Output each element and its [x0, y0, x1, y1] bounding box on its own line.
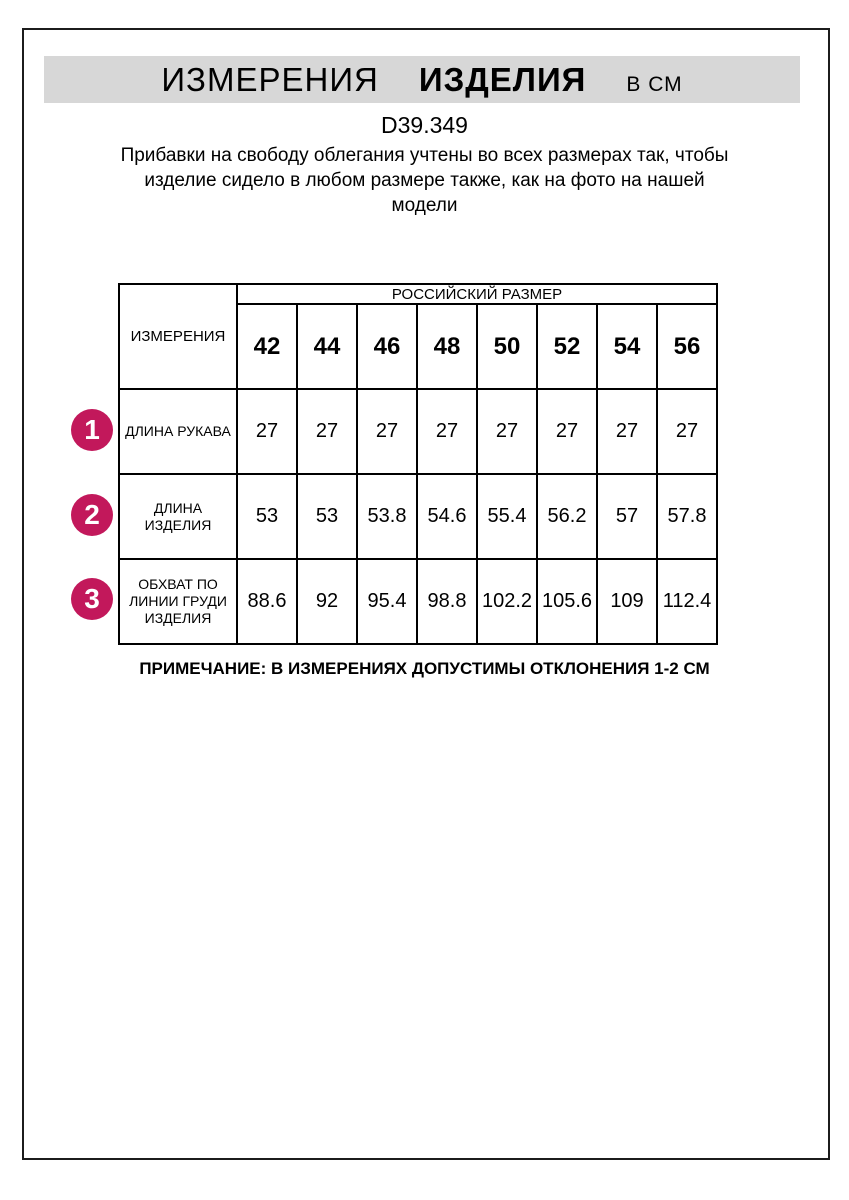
- row-marker-3: 3: [71, 578, 113, 620]
- title-band: [44, 56, 800, 103]
- russian-size-group-header: РОССИЙСКИЙ РАЗМЕР: [237, 284, 717, 304]
- measurement-value: 53.8: [357, 474, 417, 559]
- size-header: 42: [237, 304, 297, 389]
- measurement-value: 27: [597, 389, 657, 474]
- measurement-value: 98.8: [417, 559, 477, 644]
- measurement-value: 57.8: [657, 474, 717, 559]
- intro-line: Прибавки на свободу облегания учтены во всех размерах так, чтобы: [120, 145, 729, 166]
- row-label: ДЛИНА ИЗДЕЛИЯ: [119, 474, 237, 559]
- size-header: 50: [477, 304, 537, 389]
- size-header: 46: [357, 304, 417, 389]
- measurement-value: 53: [297, 474, 357, 559]
- size-header: 48: [417, 304, 477, 389]
- row-label: ДЛИНА РУКАВА: [119, 389, 237, 474]
- measurement-value: 27: [237, 389, 297, 474]
- measurement-value: 54.6: [417, 474, 477, 559]
- measurement-value: 27: [537, 389, 597, 474]
- tolerance-note: ПРИМЕЧАНИЕ: В ИЗМЕРЕНИЯХ ДОПУСТИМЫ ОТКЛОНЕНИЯ 1-2 СМ: [139, 659, 710, 678]
- measurement-value: 53: [237, 474, 297, 559]
- row-label: ОБХВАТ ПО ЛИНИИ ГРУДИ ИЗДЕЛИЯ: [119, 559, 237, 644]
- table-row: [119, 284, 717, 304]
- measurement-value: 27: [357, 389, 417, 474]
- row-marker-1: 1: [71, 409, 113, 451]
- measurement-value: 95.4: [357, 559, 417, 644]
- measurement-value: 27: [477, 389, 537, 474]
- table-row-chest-girth: [119, 559, 717, 644]
- measurement-value: 112.4: [657, 559, 717, 644]
- intro-line: модели: [391, 195, 458, 216]
- measurement-value: 105.6: [537, 559, 597, 644]
- size-header: 54: [597, 304, 657, 389]
- measurement-value: 57: [597, 474, 657, 559]
- measurement-value: 27: [417, 389, 477, 474]
- measurement-value: 92: [297, 559, 357, 644]
- title-word-measurements: ИЗМЕРЕНИЯ: [161, 61, 379, 98]
- intro-paragraph: [104, 143, 745, 218]
- measurement-value: 55.4: [477, 474, 537, 559]
- size-header: 56: [657, 304, 717, 389]
- measurement-value: 109: [597, 559, 657, 644]
- measurement-value: 102.2: [477, 559, 537, 644]
- measurement-value: 27: [657, 389, 717, 474]
- measurements-column-header: ИЗМЕРЕНИЯ: [119, 284, 237, 389]
- measurement-value: 27: [297, 389, 357, 474]
- measurement-value: 56.2: [537, 474, 597, 559]
- intro-line: изделие сидело в любом размере также, как на фото на нашей: [144, 170, 705, 191]
- measurement-value: 88.6: [237, 559, 297, 644]
- model-code: D39.349: [381, 112, 468, 138]
- size-header: 44: [297, 304, 357, 389]
- size-table: [118, 283, 718, 645]
- table-row-product-length: [119, 474, 717, 559]
- title-word-product: ИЗДЕЛИЯ: [418, 61, 587, 98]
- row-marker-2: 2: [71, 494, 113, 536]
- title-word-units: В СМ: [626, 73, 683, 96]
- size-header: 52: [537, 304, 597, 389]
- table-row-sleeve-length: [119, 389, 717, 474]
